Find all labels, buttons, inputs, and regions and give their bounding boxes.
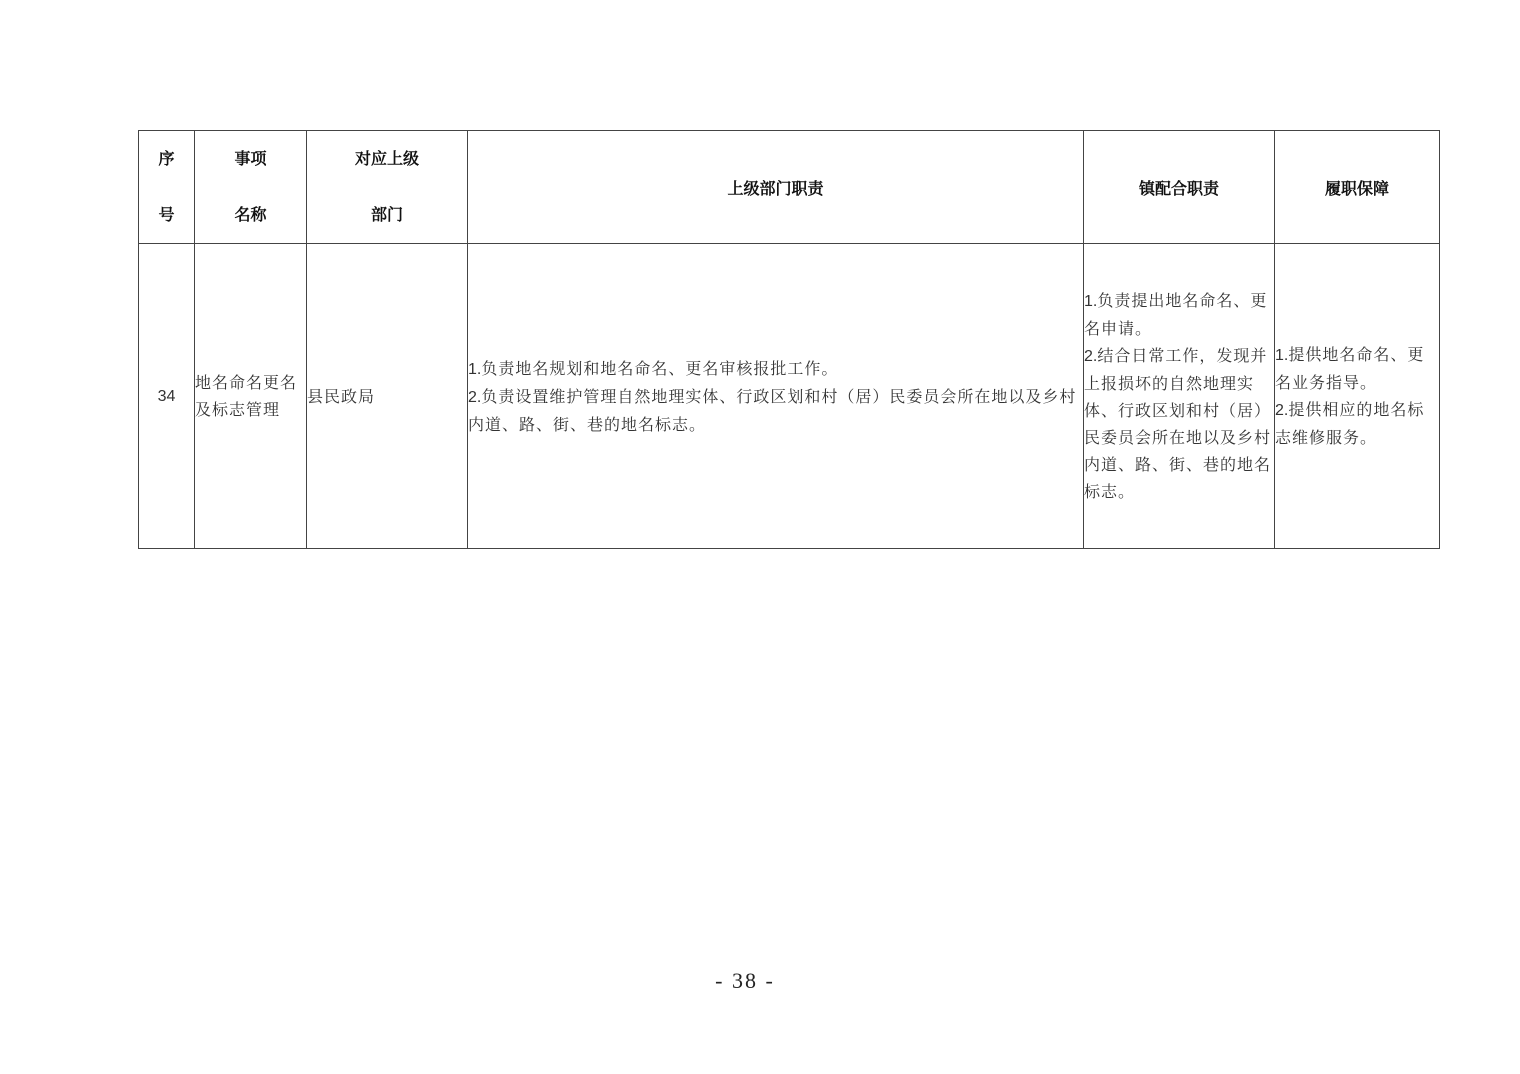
guarantee-item-text: 提供相应的地名标志维修服务。 — [1275, 400, 1425, 447]
table-row — [139, 244, 1440, 549]
town-duty-item — [1084, 287, 1274, 342]
header-item-line1: 事项 — [234, 149, 267, 168]
superior-duty-item — [468, 355, 1083, 383]
header-department — [307, 131, 468, 244]
duty-table — [138, 130, 1440, 549]
superior-duty-item — [468, 383, 1083, 438]
header-seq — [139, 131, 195, 244]
page-number: - 38 - — [715, 968, 775, 993]
header-town-duty: 镇配合职责 — [1084, 131, 1275, 244]
town-duty-item-text: 结合日常工作，发现并上报损坏的自然地理实体、行政区划和村（居）民委员会所在地以及乡村内道、路、街、巷的地名标志。 — [1084, 346, 1272, 501]
guarantee-item — [1275, 396, 1439, 451]
header-dept-line1: 对应上级 — [354, 149, 419, 168]
row-superior-duty — [468, 244, 1084, 549]
header-seq-line2: 号 — [158, 205, 175, 224]
town-duty-item — [1084, 342, 1274, 505]
town-duty-item-num: 2. — [1084, 348, 1098, 365]
header-guarantee: 履职保障 — [1275, 131, 1440, 244]
guarantee-item-text: 提供地名命名、更名业务指导。 — [1275, 345, 1425, 392]
header-seq-line1: 序 — [158, 149, 175, 168]
row-department: 县民政局 — [307, 244, 468, 549]
town-duty-item-num: 1. — [1084, 293, 1098, 310]
row-item-name: 地名命名更名及标志管理 — [195, 244, 307, 549]
guarantee-item-num: 2. — [1275, 402, 1289, 419]
header-dept-line2: 部门 — [370, 205, 403, 224]
header-superior-duty: 上级部门职责 — [468, 131, 1084, 244]
superior-duty-item-text: 负责设置维护管理自然地理实体、行政区划和村（居）民委员会所在地以及乡村内道、路、街、巷的地名标志。 — [468, 386, 1077, 434]
guarantee-item-num: 1. — [1275, 347, 1289, 364]
row-guarantee — [1275, 244, 1440, 549]
table-header-row — [139, 131, 1440, 244]
superior-duty-item-num: 2. — [468, 388, 482, 406]
town-duty-item-text: 负责提出地名命名、更名申请。 — [1084, 291, 1268, 338]
superior-duty-item-num: 1. — [468, 360, 482, 378]
row-town-duty — [1084, 244, 1275, 549]
header-item-name — [195, 131, 307, 244]
row-seq: 34 — [139, 244, 195, 549]
header-item-line2: 名称 — [234, 205, 267, 224]
guarantee-item — [1275, 341, 1439, 396]
superior-duty-item-text: 负责地名规划和地名命名、更名审核报批工作。 — [481, 358, 839, 378]
